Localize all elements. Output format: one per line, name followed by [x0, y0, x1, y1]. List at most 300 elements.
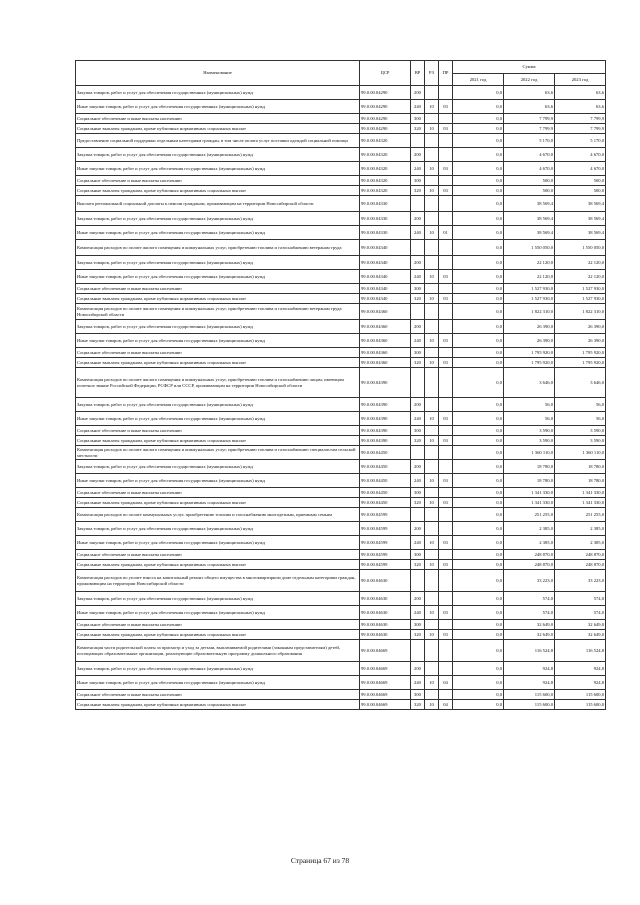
table-row [76, 474, 606, 488]
table-row [76, 196, 606, 212]
cell-s3: 7 799,9 [555, 114, 606, 124]
table-row [76, 304, 606, 320]
cell-name: Закупка товаров, работ и услуг для обеспечения государственных (муниципальных) нужд [76, 256, 360, 270]
cell-csr: 99.0.00.04669 [360, 662, 411, 676]
cell-vr: 200 [411, 662, 425, 676]
cell-name: Компенсация расходов по оплате жилого помещения и коммунальных услуг, приобретению топлива и газоснабжению ветеранам труда Новосибирской области [76, 304, 360, 320]
cell-rz: 10 [425, 294, 439, 304]
cell-csr: 99.0.00.04669 [360, 640, 411, 662]
cell-name: Иные закупки товаров, работ и услуг для обеспечения государственных (муниципальных) нужд [76, 162, 360, 176]
cell-s2: 3 646,0 [504, 368, 555, 398]
cell-rz [425, 240, 439, 256]
cell-s2: 924,8 [504, 662, 555, 676]
table-row [76, 436, 606, 446]
cell-s2: 32 649,0 [504, 630, 555, 640]
cell-pr [439, 522, 453, 536]
cell-rz [425, 114, 439, 124]
cell-s2: 3 590,0 [504, 426, 555, 436]
document-page [75, 60, 605, 710]
cell-csr: 99.0.00.04599 [360, 560, 411, 570]
table-row [76, 690, 606, 700]
cell-vr: 300 [411, 176, 425, 186]
cell-pr [439, 212, 453, 226]
cell-vr [411, 570, 425, 592]
cell-s2: 56,0 [504, 398, 555, 412]
cell-pr [439, 196, 453, 212]
table-row [76, 134, 606, 148]
cell-csr: 99.0.00.04390 [360, 398, 411, 412]
table-row [76, 176, 606, 186]
cell-rz: 10 [425, 536, 439, 550]
cell-name: Закупка товаров, работ и услуг для обеспечения государственных (муниципальных) нужд [76, 592, 360, 606]
cell-s2: 18 780,0 [504, 474, 555, 488]
cell-s2: 7 799,9 [504, 124, 555, 134]
cell-s3: 63,6 [555, 100, 606, 114]
cell-s1: 0,0 [453, 398, 504, 412]
cell-s3: 1 527 930,0 [555, 284, 606, 294]
cell-s1: 0,0 [453, 560, 504, 570]
header-year-2022: 2022 год [504, 73, 555, 86]
cell-s1: 0,0 [453, 334, 504, 348]
table-row [76, 508, 606, 522]
cell-vr: 200 [411, 86, 425, 100]
cell-name: Иные закупки товаров, работ и услуг для обеспечения государственных (муниципальных) нужд [76, 606, 360, 620]
cell-vr [411, 640, 425, 662]
cell-csr: 99.0.00.04669 [360, 700, 411, 710]
cell-s2: 4 670,0 [504, 162, 555, 176]
cell-pr: 03 [439, 630, 453, 640]
cell-rz [425, 134, 439, 148]
cell-csr: 99.0.00.04320 [360, 176, 411, 186]
cell-s2: 38 569,4 [504, 212, 555, 226]
cell-s2: 574,0 [504, 592, 555, 606]
cell-pr [439, 256, 453, 270]
cell-s3: 115 600,0 [555, 690, 606, 700]
cell-s2: 38 569,4 [504, 226, 555, 240]
table-row [76, 426, 606, 436]
cell-pr [439, 508, 453, 522]
cell-vr: 240 [411, 162, 425, 176]
cell-s2: 26 390,0 [504, 320, 555, 334]
cell-name: Социальные выплаты гражданам, кроме публичных нормативных социальных выплат [76, 498, 360, 508]
cell-vr: 300 [411, 690, 425, 700]
cell-s3: 3 590,0 [555, 436, 606, 446]
cell-s2: 22 120,0 [504, 256, 555, 270]
cell-s3: 3 646,0 [555, 368, 606, 398]
cell-s3: 56,0 [555, 412, 606, 426]
cell-name: Социальное обеспечение и иные выплаты населению [76, 348, 360, 358]
cell-rz: 10 [425, 334, 439, 348]
cell-vr: 240 [411, 100, 425, 114]
cell-s3: 1 360 110,0 [555, 446, 606, 460]
cell-pr: 03 [439, 436, 453, 446]
cell-rz: 10 [425, 498, 439, 508]
cell-pr: 03 [439, 412, 453, 426]
cell-rz [425, 320, 439, 334]
cell-csr: 99.0.00.04599 [360, 522, 411, 536]
cell-rz: 10 [425, 162, 439, 176]
cell-s2: 500,0 [504, 176, 555, 186]
cell-pr: 03 [439, 270, 453, 284]
table-row [76, 498, 606, 508]
cell-vr: 240 [411, 412, 425, 426]
cell-csr: 99.0.00.04320 [360, 134, 411, 148]
cell-rz [425, 570, 439, 592]
cell-csr: 99.0.00.04340 [360, 240, 411, 256]
cell-csr: 99.0.00.04450 [360, 474, 411, 488]
cell-pr [439, 134, 453, 148]
cell-s2: 500,0 [504, 186, 555, 196]
table-row [76, 368, 606, 398]
cell-vr [411, 196, 425, 212]
cell-s1: 0,0 [453, 358, 504, 368]
cell-s2: 4 670,0 [504, 148, 555, 162]
table-row [76, 124, 606, 134]
cell-s3: 56,0 [555, 398, 606, 412]
cell-s1: 0,0 [453, 570, 504, 592]
cell-name: Социальное обеспечение и иные выплаты населению [76, 284, 360, 294]
cell-s1: 0,0 [453, 368, 504, 398]
table-row [76, 630, 606, 640]
cell-vr [411, 304, 425, 320]
cell-s1: 0,0 [453, 134, 504, 148]
cell-csr: 99.0.00.04669 [360, 690, 411, 700]
cell-rz [425, 368, 439, 398]
cell-name: Социальные выплаты гражданам, кроме публичных нормативных социальных выплат [76, 560, 360, 570]
cell-s1: 0,0 [453, 176, 504, 186]
cell-s3: 924,8 [555, 676, 606, 690]
cell-csr: 99.0.00.04599 [360, 508, 411, 522]
cell-s1: 0,0 [453, 320, 504, 334]
cell-csr: 99.0.00.04390 [360, 426, 411, 436]
cell-rz [425, 508, 439, 522]
cell-s1: 0,0 [453, 690, 504, 700]
cell-s1: 0,0 [453, 488, 504, 498]
cell-rz [425, 690, 439, 700]
cell-s3: 500,0 [555, 176, 606, 186]
cell-vr: 240 [411, 270, 425, 284]
cell-rz [425, 304, 439, 320]
cell-s3: 574,0 [555, 592, 606, 606]
cell-rz [425, 348, 439, 358]
cell-name: Социальные выплаты гражданам, кроме публичных нормативных социальных выплат [76, 436, 360, 446]
cell-s2: 1 341 330,0 [504, 498, 555, 508]
cell-s1: 0,0 [453, 270, 504, 284]
cell-name: Компенсация расходов по оплате жилого помещения и коммунальных услуг, приобретению топлива и газоснабжению лицам, имеющим почетное звание Российской Федерации, РСФСР или СССР, проживающим на территории Новосибирской области [76, 368, 360, 398]
table-row [76, 348, 606, 358]
cell-csr: 99.0.00.04360 [360, 348, 411, 358]
cell-pr [439, 550, 453, 560]
cell-csr: 99.0.00.04450 [360, 488, 411, 498]
cell-s3: 1 341 330,0 [555, 488, 606, 498]
cell-s1: 0,0 [453, 550, 504, 560]
cell-s2: 574,0 [504, 606, 555, 620]
cell-vr: 300 [411, 550, 425, 560]
cell-vr: 240 [411, 334, 425, 348]
cell-pr [439, 114, 453, 124]
table-row [76, 560, 606, 570]
cell-rz [425, 460, 439, 474]
cell-rz [425, 284, 439, 294]
cell-s3: 7 799,9 [555, 124, 606, 134]
table-row [76, 536, 606, 550]
cell-pr [439, 488, 453, 498]
cell-rz: 10 [425, 700, 439, 710]
cell-vr: 300 [411, 348, 425, 358]
cell-name: Иные закупки товаров, работ и услуг для обеспечения государственных (муниципальных) нужд [76, 474, 360, 488]
cell-csr: 99.0.00.04360 [360, 334, 411, 348]
cell-csr: 99.0.00.04360 [360, 304, 411, 320]
cell-s1: 0,0 [453, 640, 504, 662]
table-row [76, 700, 606, 710]
cell-rz: 10 [425, 124, 439, 134]
cell-s3: 3 590,0 [555, 426, 606, 436]
table-row [76, 294, 606, 304]
cell-csr: 99.0.00.04630 [360, 606, 411, 620]
cell-vr: 320 [411, 124, 425, 134]
cell-pr [439, 320, 453, 334]
cell-csr: 99.0.00.04390 [360, 436, 411, 446]
cell-s2: 1 795 920,0 [504, 358, 555, 368]
cell-rz: 10 [425, 630, 439, 640]
cell-name: Социальное обеспечение и иные выплаты населению [76, 114, 360, 124]
cell-csr: 99.0.00.04390 [360, 412, 411, 426]
table-row [76, 640, 606, 662]
cell-s2: 2 385,0 [504, 536, 555, 550]
cell-s2: 115 600,0 [504, 690, 555, 700]
header-name: Наименование [76, 61, 360, 86]
table-row [76, 86, 606, 100]
cell-s3: 26 390,0 [555, 334, 606, 348]
cell-pr [439, 398, 453, 412]
cell-s3: 924,8 [555, 662, 606, 676]
cell-s2: 924,8 [504, 676, 555, 690]
cell-s2: 1 822 310,0 [504, 304, 555, 320]
cell-s2: 1 341 330,0 [504, 488, 555, 498]
cell-s2: 3 590,0 [504, 436, 555, 446]
cell-name: Социальное обеспечение и иные выплаты населению [76, 426, 360, 436]
cell-s2: 63,6 [504, 100, 555, 114]
cell-csr: 99.0.00.04599 [360, 550, 411, 560]
cell-pr: 04 [439, 676, 453, 690]
table-row [76, 550, 606, 560]
cell-s1: 0,0 [453, 662, 504, 676]
cell-rz: 10 [425, 226, 439, 240]
cell-s1: 0,0 [453, 148, 504, 162]
cell-s3: 26 390,0 [555, 320, 606, 334]
cell-s2: 1 550 050,0 [504, 240, 555, 256]
cell-rz [425, 398, 439, 412]
cell-s3: 251 255,0 [555, 508, 606, 522]
cell-name: Закупка товаров, работ и услуг для обеспечения государственных (муниципальных) нужд [76, 398, 360, 412]
cell-csr: 99.0.00.04290 [360, 114, 411, 124]
cell-s2: 26 390,0 [504, 334, 555, 348]
cell-s3: 2 385,0 [555, 536, 606, 550]
cell-s1: 0,0 [453, 474, 504, 488]
cell-s1: 0,0 [453, 446, 504, 460]
cell-vr [411, 368, 425, 398]
table-row [76, 620, 606, 630]
cell-s2: 248 870,0 [504, 550, 555, 560]
cell-s1: 0,0 [453, 676, 504, 690]
cell-vr: 240 [411, 226, 425, 240]
cell-pr: 03 [439, 100, 453, 114]
header-csr: ЦСР [360, 61, 411, 86]
cell-name: Компенсация части родительской платы за присмотр и уход за детьми, выплачиваемой родителями (законным представителям) детей, посещающих образовательные организации, реализующие образовательную программу дошкольного образования [76, 640, 360, 662]
cell-s3: 5 170,0 [555, 134, 606, 148]
cell-s2: 116 524,8 [504, 640, 555, 662]
header-sum: Сумма [453, 61, 606, 74]
cell-rz [425, 148, 439, 162]
cell-csr: 99.0.00.04390 [360, 368, 411, 398]
cell-s1: 0,0 [453, 162, 504, 176]
cell-name: Иные закупки товаров, работ и услуг для обеспечения государственных (муниципальных) нужд [76, 536, 360, 550]
cell-rz: 10 [425, 358, 439, 368]
cell-vr: 320 [411, 630, 425, 640]
cell-csr: 99.0.00.04340 [360, 284, 411, 294]
table-row [76, 212, 606, 226]
cell-vr: 200 [411, 460, 425, 474]
table-row [76, 412, 606, 426]
table-row [76, 186, 606, 196]
cell-s1: 0,0 [453, 606, 504, 620]
cell-csr: 99.0.00.04290 [360, 124, 411, 134]
cell-csr: 99.0.00.04290 [360, 100, 411, 114]
cell-s3: 32 649,0 [555, 630, 606, 640]
table-row [76, 606, 606, 620]
cell-rz: 10 [425, 186, 439, 196]
table-row [76, 320, 606, 334]
table-row [76, 334, 606, 348]
header-year-2023: 2023 год [555, 73, 606, 86]
cell-s1: 0,0 [453, 436, 504, 446]
cell-csr: 99.0.00.04630 [360, 620, 411, 630]
cell-csr: 99.0.00.04320 [360, 148, 411, 162]
cell-s1: 0,0 [453, 240, 504, 256]
cell-pr [439, 368, 453, 398]
cell-s2: 22 120,0 [504, 270, 555, 284]
cell-name: Иные закупки товаров, работ и услуг для обеспечения государственных (муниципальных) нужд [76, 412, 360, 426]
cell-rz [425, 620, 439, 630]
table-row [76, 114, 606, 124]
cell-csr: 99.0.00.04450 [360, 446, 411, 460]
cell-s1: 0,0 [453, 508, 504, 522]
cell-s3: 38 569,4 [555, 196, 606, 212]
cell-pr: 03 [439, 560, 453, 570]
header-vr: ВР [411, 61, 425, 86]
cell-s1: 0,0 [453, 100, 504, 114]
cell-rz [425, 522, 439, 536]
cell-name: Социальное обеспечение и иные выплаты населению [76, 620, 360, 630]
cell-csr: 99.0.00.04360 [360, 320, 411, 334]
cell-s1: 0,0 [453, 700, 504, 710]
cell-pr [439, 148, 453, 162]
cell-csr: 99.0.00.04450 [360, 460, 411, 474]
cell-s2: 251 255,0 [504, 508, 555, 522]
table-row [76, 100, 606, 114]
cell-pr: 03 [439, 358, 453, 368]
cell-vr: 320 [411, 560, 425, 570]
table-row [76, 358, 606, 368]
cell-vr: 200 [411, 398, 425, 412]
table-row [76, 226, 606, 240]
cell-pr [439, 86, 453, 100]
table-row [76, 662, 606, 676]
cell-rz [425, 640, 439, 662]
header-year-2021: 2021 год [453, 73, 504, 86]
cell-s1: 0,0 [453, 348, 504, 358]
cell-vr: 200 [411, 256, 425, 270]
cell-pr: 01 [439, 226, 453, 240]
cell-s3: 1 822 310,0 [555, 304, 606, 320]
cell-name: Социальные выплаты гражданам, кроме публичных нормативных социальных выплат [76, 186, 360, 196]
cell-s2: 115 600,0 [504, 700, 555, 710]
cell-s1: 0,0 [453, 412, 504, 426]
cell-s1: 0,0 [453, 86, 504, 100]
cell-pr [439, 620, 453, 630]
cell-csr: 99.0.00.04320 [360, 162, 411, 176]
table-row [76, 162, 606, 176]
table-row [76, 256, 606, 270]
table-row [76, 398, 606, 412]
cell-name: Социальные выплаты гражданам, кроме публичных нормативных социальных выплат [76, 294, 360, 304]
cell-s2: 248 870,0 [504, 560, 555, 570]
page-number: Страница 67 из 78 [290, 856, 350, 865]
cell-csr: 99.0.00.04330 [360, 196, 411, 212]
cell-name: Выплата региональной социальной доплаты к пенсии гражданам, проживающим на территории Новосибирской области [76, 196, 360, 212]
cell-s1: 0,0 [453, 226, 504, 240]
cell-name: Компенсация расходов по оплате коммунальных услуг, приобретению топлива и газоснабжению многодетным, приемным семьям [76, 508, 360, 522]
cell-s2: 38 569,4 [504, 196, 555, 212]
cell-rz [425, 488, 439, 498]
cell-csr: 99.0.00.04340 [360, 270, 411, 284]
cell-vr: 200 [411, 212, 425, 226]
cell-vr: 200 [411, 320, 425, 334]
cell-pr [439, 426, 453, 436]
cell-name: Социальное обеспечение и иные выплаты населению [76, 176, 360, 186]
cell-pr [439, 348, 453, 358]
cell-name: Иные закупки товаров, работ и услуг для обеспечения государственных (муниципальных) нужд [76, 676, 360, 690]
cell-name: Компенсация расходов по оплате жилого помещения и коммунальных услуг, приобретению топлива и газоснабжению специалистам сельской местности [76, 446, 360, 460]
cell-s2: 33 223,0 [504, 570, 555, 592]
cell-s3: 1 527 930,0 [555, 294, 606, 304]
cell-rz: 10 [425, 606, 439, 620]
table-row [76, 676, 606, 690]
cell-s1: 0,0 [453, 536, 504, 550]
cell-vr [411, 134, 425, 148]
cell-name: Социальное обеспечение и иные выплаты населению [76, 550, 360, 560]
cell-s1: 0,0 [453, 304, 504, 320]
cell-vr: 320 [411, 436, 425, 446]
cell-vr: 300 [411, 114, 425, 124]
cell-pr [439, 592, 453, 606]
cell-s1: 0,0 [453, 522, 504, 536]
cell-s1: 0,0 [453, 592, 504, 606]
cell-rz: 10 [425, 560, 439, 570]
table-row [76, 284, 606, 294]
header-pr: ПР [439, 61, 453, 86]
cell-vr: 300 [411, 284, 425, 294]
cell-rz [425, 256, 439, 270]
cell-csr: 99.0.00.04340 [360, 294, 411, 304]
cell-vr: 320 [411, 700, 425, 710]
cell-name: Закупка товаров, работ и услуг для обеспечения государственных (муниципальных) нужд [76, 320, 360, 334]
cell-pr: 03 [439, 498, 453, 508]
cell-name: Социальные выплаты гражданам, кроме публичных нормативных социальных выплат [76, 630, 360, 640]
table-row [76, 446, 606, 460]
cell-s3: 115 600,0 [555, 700, 606, 710]
cell-csr: 99.0.00.04340 [360, 256, 411, 270]
